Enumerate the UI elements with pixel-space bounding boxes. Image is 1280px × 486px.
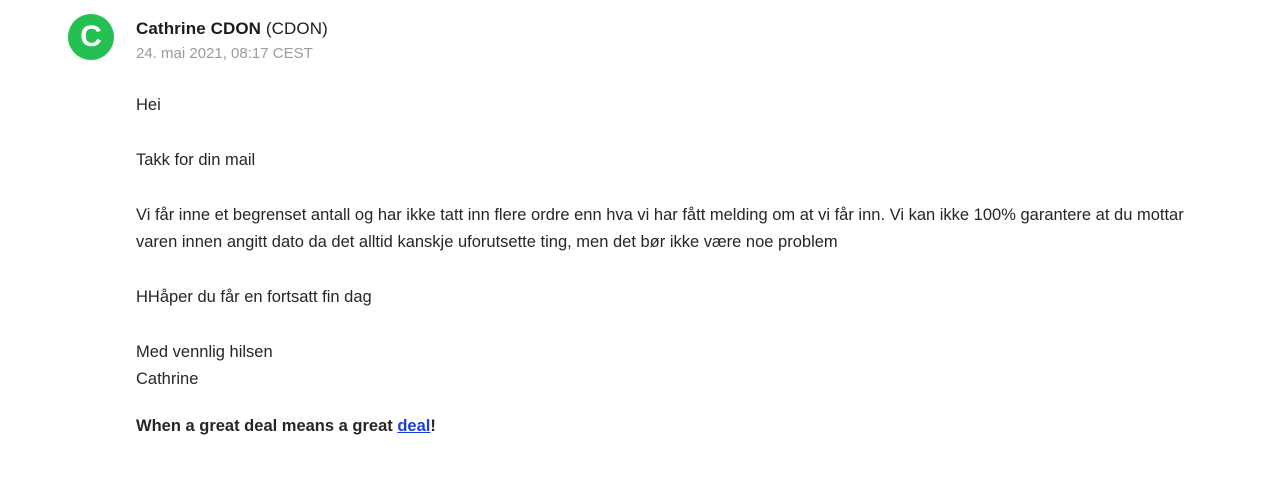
message-paragraph: Vi får inne et begrenset antall og har ikke tatt inn flere ordre enn hva vi har fått melding om at vi får inn. Vi kan ikke 100% garantere at du mottar varen innen angitt dato da det alltid kanskje uforutsette ting, men det bør ikke være noe problem	[136, 206, 1184, 251]
message-paragraph: HHåper du får en fortsatt fin dag	[136, 288, 372, 306]
tagline	[136, 413, 1226, 440]
sender-name: Cathrine CDON	[136, 19, 262, 38]
sender-line	[136, 18, 1240, 40]
deal-link[interactable]: deal	[397, 417, 431, 435]
signature-line: Cathrine	[136, 370, 199, 388]
signature-line: Med vennlig hilsen	[136, 343, 273, 361]
sender-alias: (CDON)	[265, 19, 328, 38]
avatar: C	[68, 14, 114, 60]
message-header	[136, 14, 1240, 64]
message-body	[136, 92, 1226, 440]
tagline-before: When a great deal means a great	[136, 417, 398, 435]
message-timestamp: 24. mai 2021, 08:17 CEST	[136, 45, 313, 62]
message-paragraph: Hei	[136, 96, 161, 114]
message-paragraph: Takk for din mail	[136, 151, 256, 169]
tagline-after: !	[430, 417, 436, 435]
